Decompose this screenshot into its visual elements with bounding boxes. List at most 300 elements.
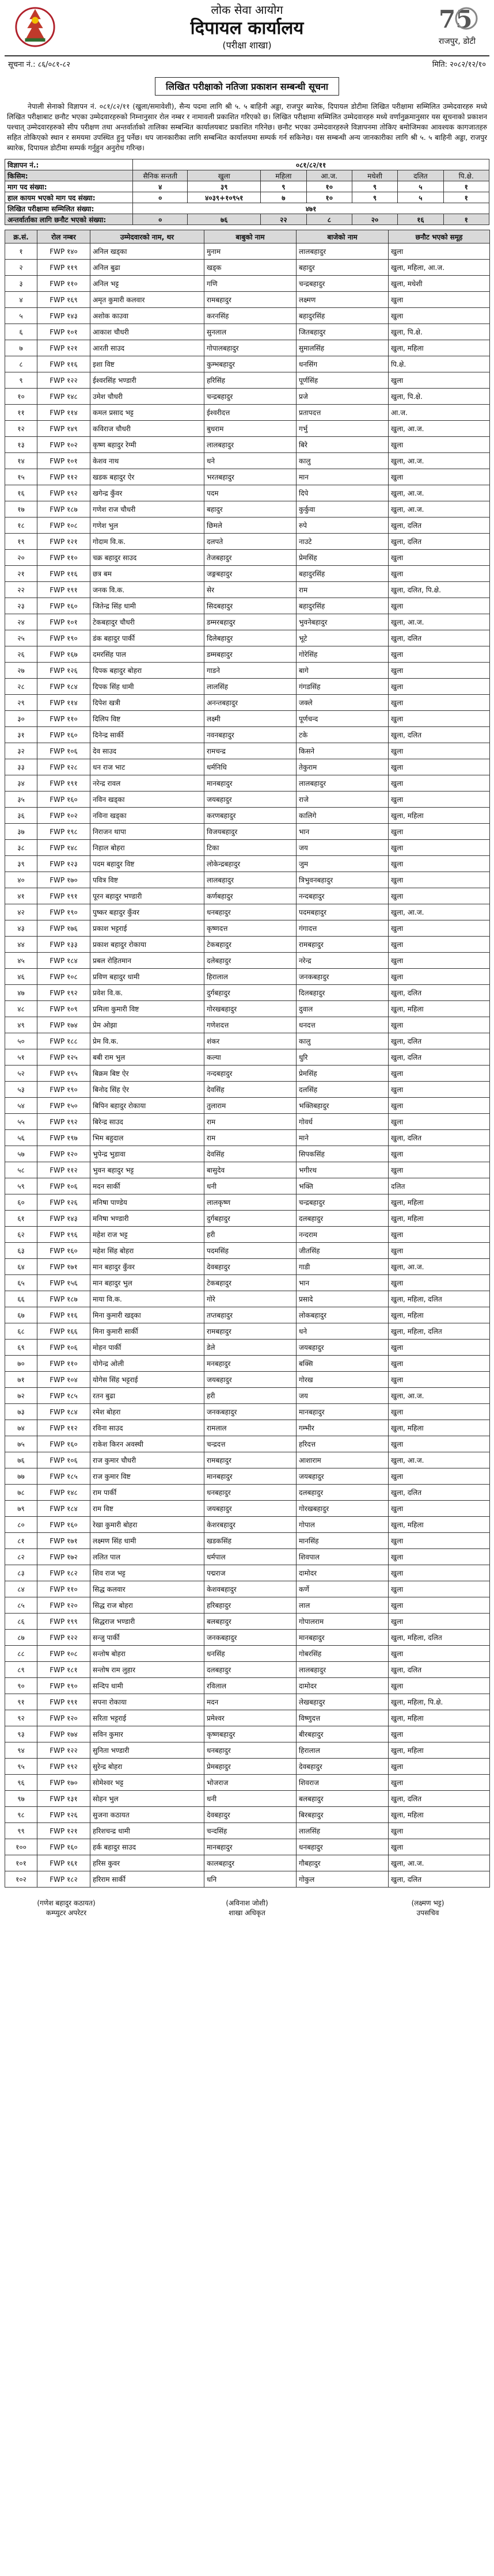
candidate-name-cell: दिनेन्द्र सार्की	[90, 727, 204, 743]
roll-number-cell: FWP १९१	[37, 775, 90, 792]
candidate-name-cell: सपना रोकाया	[90, 1694, 204, 1710]
candidate-name-cell: गणेश राज चौधरी	[90, 501, 204, 518]
roll-number-cell: FWP १७१	[37, 1533, 90, 1549]
reference-line	[5, 56, 489, 71]
roll-number-cell: FWP १०८	[37, 1646, 90, 1662]
table-row	[5, 679, 490, 695]
candidate-name-cell: गोदाम वि.क.	[90, 534, 204, 550]
grandfather-name-cell: कालु	[297, 1033, 389, 1049]
grandfather-name-cell: कालु	[297, 453, 389, 469]
serial-cell: ८६	[5, 1614, 37, 1630]
serial-cell: १०२	[5, 1871, 37, 1888]
candidate-name-cell: कमल प्रसाद भट्ट	[90, 405, 204, 421]
results-column-header: बाजेको नाम	[297, 230, 389, 243]
roll-number-cell: FWP १७०	[37, 1775, 90, 1791]
table-row	[5, 534, 490, 550]
father-name-cell: लालसिंह	[204, 679, 297, 695]
father-name-cell: देवसिंह	[204, 1146, 297, 1162]
table-row	[5, 1468, 490, 1485]
grandfather-name-cell: गोरेसिंह	[297, 646, 389, 663]
candidate-name-cell: योगेन्द्र ओली	[90, 1356, 204, 1372]
grandfather-name-cell: सिपकसिंह	[297, 1146, 389, 1162]
father-name-cell: बहादुर	[204, 501, 297, 518]
group-cell: खुला	[389, 1082, 490, 1098]
father-name-cell: हिरालाल	[204, 969, 297, 985]
serial-cell: ६९	[5, 1340, 37, 1356]
group-cell: खुला, मधेशी	[389, 276, 490, 292]
father-name-cell: अनन्तबहादुर	[204, 695, 297, 711]
father-name-cell: हरिसिंह	[204, 372, 297, 389]
candidate-name-cell: छत्र बम	[90, 566, 204, 582]
father-name-cell: टिका	[204, 840, 297, 856]
group-cell: खुला	[389, 1162, 490, 1178]
father-name-cell: गाडने	[204, 663, 297, 679]
grandfather-name-cell: दुवाल	[297, 1001, 389, 1017]
serial-cell: ८२	[5, 1549, 37, 1565]
table-row	[5, 630, 490, 646]
signatory-name: (लक्ष्मण भट्ट)	[411, 1899, 444, 1907]
serial-cell: २८	[5, 679, 37, 695]
group-cell: खुला, दलित	[389, 534, 490, 550]
results-column-header: क्र.सं.	[5, 230, 37, 243]
group-cell: खुला	[389, 824, 490, 840]
candidate-name-cell: योगेस सिंह भट्टराई	[90, 1372, 204, 1388]
serial-cell: ३७	[5, 824, 37, 840]
roll-number-cell: FWP ११२	[37, 1420, 90, 1436]
roll-number-cell: FWP १७४	[37, 1017, 90, 1033]
table-row	[5, 1597, 490, 1614]
serial-cell: ५१	[5, 1049, 37, 1066]
summary-column-header: दलित	[398, 170, 443, 181]
candidate-name-cell: मान बहादुर कुँवर	[90, 1259, 204, 1275]
candidate-name-cell: अनिल भट्ट	[90, 276, 204, 292]
roll-number-cell: FWP १९९	[37, 1614, 90, 1630]
serial-cell: ४९	[5, 1017, 37, 1033]
group-cell: खुला, दलित	[389, 1049, 490, 1066]
group-cell: खुला	[389, 1823, 490, 1839]
father-name-cell: राम	[204, 1130, 297, 1146]
group-cell: खुला	[389, 1243, 490, 1259]
candidate-name-cell: सुजना कठायत	[90, 1807, 204, 1823]
group-cell: खुला	[389, 646, 490, 663]
serial-cell: ४४	[5, 937, 37, 953]
serial-cell: ७१	[5, 1372, 37, 1388]
candidate-name-cell: कृष्ण बहादुर रेग्मी	[90, 437, 204, 453]
grandfather-name-cell: बहादुरसिंह	[297, 566, 389, 582]
grandfather-name-cell: नन्दराम	[297, 1227, 389, 1243]
group-cell: खुला, पि.क्षे.	[389, 389, 490, 405]
table-row	[5, 1388, 490, 1404]
summary-value: ७	[261, 192, 306, 203]
table-row	[5, 485, 490, 501]
candidate-name-cell: प्रविण बहादुर धामी	[90, 969, 204, 985]
group-cell: खुला, दलित	[389, 727, 490, 743]
roll-number-cell: FWP १०६	[37, 743, 90, 759]
serial-cell: ९९	[5, 1823, 37, 1839]
serial-cell: ४८	[5, 1001, 37, 1017]
notice-title	[5, 77, 489, 96]
father-name-cell: जयबहादुर	[204, 792, 297, 808]
header-place: राजपुर, डोटी	[438, 37, 476, 46]
roll-number-cell: FWP १२२	[37, 372, 90, 389]
group-cell: खुला	[389, 1533, 490, 1549]
roll-number-cell: FWP १९०	[37, 1678, 90, 1694]
grandfather-name-cell: प्रतापदत्त	[297, 405, 389, 421]
roll-number-cell: FWP १८४	[37, 1501, 90, 1517]
grandfather-name-cell: गोरखबहादुर	[297, 1501, 389, 1517]
group-cell: खुला, आ.ज.	[389, 501, 490, 518]
serial-cell: ७९	[5, 1501, 37, 1517]
roll-number-cell: FWP १८४	[37, 679, 90, 695]
grandfather-name-cell: दामोदर	[297, 1678, 389, 1694]
candidate-name-cell: राज कुमार चौधरी	[90, 1452, 204, 1468]
selected-value: ८	[306, 214, 352, 225]
roll-number-cell: FWP १२०	[37, 1146, 90, 1162]
serial-cell: ४६	[5, 969, 37, 985]
father-name-cell: ईश्वरीदत्त	[204, 405, 297, 421]
grandfather-name-cell: जितबहादुर	[297, 324, 389, 340]
roll-number-cell: FWP १४९	[37, 421, 90, 437]
table-row	[5, 872, 490, 888]
serial-cell: ६२	[5, 1227, 37, 1243]
signature-block	[5, 1898, 489, 1917]
table-row	[5, 1662, 490, 1678]
grandfather-name-cell: दिपे	[297, 485, 389, 501]
grandfather-name-cell: गोबरसिंह	[297, 1646, 389, 1662]
grandfather-name-cell: लक्ष्मण	[297, 292, 389, 308]
candidate-name-cell: मनिषा भण्डारी	[90, 1211, 204, 1227]
results-column-header: बाबुको नाम	[204, 230, 297, 243]
serial-cell: ८	[5, 356, 37, 372]
selected-value: २२	[261, 214, 306, 225]
group-cell: खुला, आ.ज.	[389, 421, 490, 437]
roll-number-cell: FWP ११०	[37, 1581, 90, 1597]
table-row	[5, 1275, 490, 1291]
table-row	[5, 1243, 490, 1259]
group-cell: खुला	[389, 1597, 490, 1614]
table-row	[5, 1372, 490, 1388]
roll-number-cell: FWP १६०	[37, 1436, 90, 1452]
grandfather-name-cell: गोपालराम	[297, 1614, 389, 1630]
signature	[373, 1898, 482, 1917]
candidate-name-cell: लक्ष्मण सिंह धामी	[90, 1533, 204, 1549]
serial-cell: ९	[5, 372, 37, 389]
serial-cell: ६७	[5, 1307, 37, 1323]
serial-cell: १००	[5, 1839, 37, 1855]
serial-cell: ७३	[5, 1404, 37, 1420]
summary-total-row	[5, 203, 489, 214]
summary-table	[5, 159, 489, 225]
serial-cell: ६३	[5, 1243, 37, 1259]
serial-cell: ७६	[5, 1452, 37, 1468]
grandfather-name-cell: राजे	[297, 792, 389, 808]
roll-number-cell: FWP ११६	[37, 356, 90, 372]
candidate-name-cell: भिम बहुदाल	[90, 1130, 204, 1146]
candidate-name-cell: भुवन बहादुर भट्ट	[90, 1162, 204, 1178]
table-row	[5, 1098, 490, 1114]
group-cell: खुला	[389, 1356, 490, 1372]
father-name-cell: केशवबहादुर	[204, 1581, 297, 1597]
father-name-cell: दिलेबहादुर	[204, 630, 297, 646]
group-cell: खुला	[389, 711, 490, 727]
father-name-cell: गोपालबहादुर	[204, 340, 297, 356]
father-name-cell: प्रेमबहादुर	[204, 1759, 297, 1775]
table-row	[5, 1404, 490, 1420]
table-row	[5, 1485, 490, 1501]
group-cell: खुला	[389, 1114, 490, 1130]
grandfather-name-cell: चन्द्रबहादुर	[297, 1194, 389, 1211]
group-cell: खुला, दलित	[389, 630, 490, 646]
roll-number-cell: FWP १०६	[37, 1340, 90, 1356]
summary-value: ९	[352, 192, 397, 203]
summary-value: ९	[352, 181, 397, 192]
table-row	[5, 1211, 490, 1227]
summary-value: ०	[133, 192, 188, 203]
serial-cell: ३८	[5, 840, 37, 856]
header-office: दिपायल कार्यालय	[190, 18, 304, 39]
serial-cell: २०	[5, 550, 37, 566]
grandfather-name-cell: लालबहादुर	[297, 775, 389, 792]
grandfather-name-cell: दामोदर	[297, 1565, 389, 1581]
group-cell: खुला	[389, 1565, 490, 1581]
serial-cell: ५८	[5, 1162, 37, 1178]
summary-value: ४	[133, 181, 188, 192]
table-row	[5, 1033, 490, 1049]
group-cell: खुला	[389, 1775, 490, 1791]
table-row	[5, 518, 490, 534]
father-name-cell: टेकबहादुर	[204, 937, 297, 953]
roll-number-cell: FWP १०८	[37, 969, 90, 985]
roll-number-cell: FWP ११९	[37, 260, 90, 276]
father-name-cell: कृष्णदत्त	[204, 920, 297, 937]
notice-number: सूचना नं.: ८६/०८१-८२	[8, 60, 71, 69]
father-name-cell: डम्मरबहादुर	[204, 614, 297, 630]
roll-number-cell: FWP ११६	[37, 566, 90, 582]
serial-cell: ४१	[5, 888, 37, 904]
group-cell: खुला	[389, 1227, 490, 1243]
table-row	[5, 1420, 490, 1436]
roll-number-cell: FWP १४८	[37, 1485, 90, 1501]
father-name-cell: शंकर	[204, 1033, 297, 1049]
grandfather-name-cell: किसने	[297, 743, 389, 759]
serial-cell: १६	[5, 485, 37, 501]
father-name-cell: विजयबहादुर	[204, 824, 297, 840]
father-name-cell: जयबहादुर	[204, 1372, 297, 1388]
roll-number-cell: FWP १०१	[37, 614, 90, 630]
table-row	[5, 1549, 490, 1565]
grandfather-name-cell: जयबहादुर	[297, 1340, 389, 1356]
roll-number-cell: FWP १९२	[37, 985, 90, 1001]
candidate-name-cell: प्रकाश भट्टराई	[90, 920, 204, 937]
grandfather-name-cell: गौबहादुर	[297, 1855, 389, 1871]
serial-cell: २४	[5, 614, 37, 630]
serial-cell: ३४	[5, 775, 37, 792]
group-cell: खुला	[389, 1759, 490, 1775]
results-column-header: छनौट भएको समूह	[389, 230, 490, 243]
grandfather-name-cell: देवबहादुर	[297, 1759, 389, 1775]
father-name-cell: हरी	[204, 1388, 297, 1404]
roll-number-cell: FWP १६०	[37, 598, 90, 614]
candidate-name-cell: नविन खड्का	[90, 792, 204, 808]
serial-cell: ६८	[5, 1323, 37, 1340]
grandfather-name-cell: भूटे	[297, 630, 389, 646]
grandfather-name-cell: जुम	[297, 856, 389, 872]
father-name-cell: रामबहादुर	[204, 292, 297, 308]
roll-number-cell: FWP १२१	[37, 534, 90, 550]
father-name-cell: हरी	[204, 1227, 297, 1243]
father-name-cell: करणबहादुर	[204, 808, 297, 824]
table-row	[5, 1017, 490, 1033]
grandfather-name-cell: धनदत्त	[297, 1017, 389, 1033]
candidate-name-cell: सिद्ध कलवार	[90, 1581, 204, 1597]
roll-number-cell: FWP १६०	[37, 1243, 90, 1259]
group-cell: खुला	[389, 437, 490, 453]
group-cell: खुला	[389, 1017, 490, 1033]
father-name-cell: धनी	[204, 1178, 297, 1194]
father-name-cell: धनबहादुर	[204, 904, 297, 920]
adv-label: विज्ञापन नं.:	[5, 159, 133, 170]
group-cell: खुला	[389, 663, 490, 679]
candidate-name-cell: खगेन्द्र कुँवर	[90, 485, 204, 501]
candidate-name-cell: बिनोद सिंह ऐर	[90, 1082, 204, 1098]
candidate-name-cell: डंक बहादुर पार्की	[90, 630, 204, 646]
roll-number-cell: FWP १२२	[37, 1742, 90, 1759]
candidate-name-cell: दिपक बहादुर बोहरा	[90, 663, 204, 679]
roll-number-cell: FWP १६१	[37, 1855, 90, 1871]
grandfather-name-cell: टके	[297, 727, 389, 743]
total-value: ४७१	[133, 203, 489, 214]
adv-value: ०८१/८२/११	[133, 159, 489, 170]
grandfather-name-cell: जनकबहादुर	[297, 969, 389, 985]
candidate-name-cell: महेश राज भट्ट	[90, 1227, 204, 1243]
roll-number-cell: FWP १८५	[37, 1388, 90, 1404]
group-cell: खुला	[389, 1098, 490, 1114]
signatory-name: (गणेश बहादुर कठायत)	[37, 1899, 96, 1907]
roll-number-cell: FWP १९०	[37, 904, 90, 920]
father-name-cell: लालकृष्ण	[204, 1194, 297, 1211]
grandfather-name-cell: बहादुर	[297, 260, 389, 276]
serial-cell: ८४	[5, 1581, 37, 1597]
group-cell: खुला	[389, 1436, 490, 1452]
grandfather-name-cell: पूर्णसिंह	[297, 372, 389, 389]
candidate-name-cell: अशोक काउवा	[90, 308, 204, 324]
summary-value: ४०३९+१०९५१	[188, 192, 261, 203]
serial-cell: १४	[5, 453, 37, 469]
father-name-cell: धनबहादुर	[204, 1742, 297, 1759]
grandfather-name-cell: जयबहादुर	[297, 1468, 389, 1485]
total-label: लिखित परीक्षामा सम्मिलित संख्या:	[5, 203, 133, 214]
candidate-name-cell: बबी राम भुल	[90, 1049, 204, 1066]
table-row	[5, 1533, 490, 1549]
candidate-name-cell: राम पार्की	[90, 1485, 204, 1501]
candidate-name-cell: पवित्र विष्ट	[90, 872, 204, 888]
group-cell: खुला	[389, 292, 490, 308]
table-row	[5, 1146, 490, 1162]
father-name-cell: मनबहादुर	[204, 1356, 297, 1372]
father-name-cell: सेर	[204, 582, 297, 598]
summary-value: १०	[306, 192, 352, 203]
candidate-name-cell: पूरन बहादुर भण्डारी	[90, 888, 204, 904]
group-cell: खुला	[389, 775, 490, 792]
candidate-name-cell: सन्जु पार्की	[90, 1630, 204, 1646]
roll-number-cell: FWP १८८	[37, 1033, 90, 1049]
notice-title-text: लिखित परीक्षाको नतिजा प्रकाशन सम्बन्धी सूचना	[155, 77, 339, 96]
candidate-name-cell: दिपक सिंह धामी	[90, 679, 204, 695]
roll-number-cell: FWP १७४	[37, 1726, 90, 1742]
serial-cell: ९६	[5, 1775, 37, 1791]
father-name-cell: देवबहादुर	[204, 1259, 297, 1275]
candidate-name-cell: बिरेन्द्र साउद	[90, 1114, 204, 1130]
grandfather-name-cell: माने	[297, 1130, 389, 1146]
group-cell: खुला	[389, 1726, 490, 1742]
group-cell: खुला	[389, 1549, 490, 1565]
father-name-cell: लालबहादुर	[204, 872, 297, 888]
group-cell: खुला, आ.ज.	[389, 485, 490, 501]
signatory-role: कम्प्युटर अपरेटर	[45, 1909, 87, 1917]
roll-number-cell: FWP १९८	[37, 824, 90, 840]
group-cell: खुला	[389, 469, 490, 485]
serial-cell: ४०	[5, 872, 37, 888]
father-name-cell: खडकसिंह	[204, 1533, 297, 1549]
father-name-cell: पदम	[204, 485, 297, 501]
group-cell: खुला	[389, 243, 490, 260]
candidate-name-cell: हरिराम सार्की	[90, 1871, 204, 1888]
group-cell: पि.क्षे.	[389, 356, 490, 372]
table-row	[5, 566, 490, 582]
grandfather-name-cell: लोकबहादुर	[297, 1307, 389, 1323]
group-cell: खुला, दलित	[389, 1485, 490, 1501]
summary-column-header: महिला	[261, 170, 306, 181]
grandfather-name-cell: बहादुरसिंह	[297, 308, 389, 324]
father-name-cell: मानबहादुर	[204, 1839, 297, 1855]
roll-number-cell: FWP १६७	[37, 646, 90, 663]
group-cell: खुला, पि.क्षे.	[389, 324, 490, 340]
table-row	[5, 1581, 490, 1597]
table-row	[5, 1162, 490, 1178]
roll-number-cell: FWP १९१	[37, 1694, 90, 1710]
father-name-cell: भोजराज	[204, 1775, 297, 1791]
serial-cell: ७०	[5, 1356, 37, 1372]
candidate-name-cell: टेकबहादुर चौधरी	[90, 614, 204, 630]
roll-number-cell: FWP १२१	[37, 340, 90, 356]
serial-cell: ५३	[5, 1082, 37, 1098]
roll-number-cell: FWP १२०	[37, 1597, 90, 1614]
father-name-cell: राम	[204, 1114, 297, 1130]
roll-number-cell: FWP ११०	[37, 711, 90, 727]
grandfather-name-cell: गाडी	[297, 1259, 389, 1275]
roll-number-cell: FWP १४३	[37, 1211, 90, 1227]
group-cell: खुला, आ.ज.	[389, 904, 490, 920]
table-row	[5, 937, 490, 953]
father-name-cell: मानबहादुर	[204, 775, 297, 792]
group-cell: खुला, दलित	[389, 1130, 490, 1146]
table-row	[5, 920, 490, 937]
roll-number-cell: FWP १६६	[37, 1323, 90, 1340]
candidate-name-cell: प्रेम वि.क.	[90, 1033, 204, 1049]
father-name-cell: लक्ष्मी	[204, 711, 297, 727]
table-row	[5, 1227, 490, 1243]
candidate-name-cell: ईश्वरसिंह भण्डारी	[90, 372, 204, 389]
roll-number-cell: FWP १०९	[37, 1001, 90, 1017]
father-name-cell: पद्मराज	[204, 1565, 297, 1581]
table-row	[5, 1759, 490, 1775]
group-cell: खुला, महिला	[389, 1194, 490, 1211]
grandfather-name-cell: सुमालसिंह	[297, 340, 389, 356]
roll-number-cell: FWP १५०	[37, 1098, 90, 1114]
notice-date: मिति: २०८२/१२/१०	[432, 60, 486, 69]
serial-cell: ३०	[5, 711, 37, 727]
father-name-cell: रामचन्द्र	[204, 743, 297, 759]
